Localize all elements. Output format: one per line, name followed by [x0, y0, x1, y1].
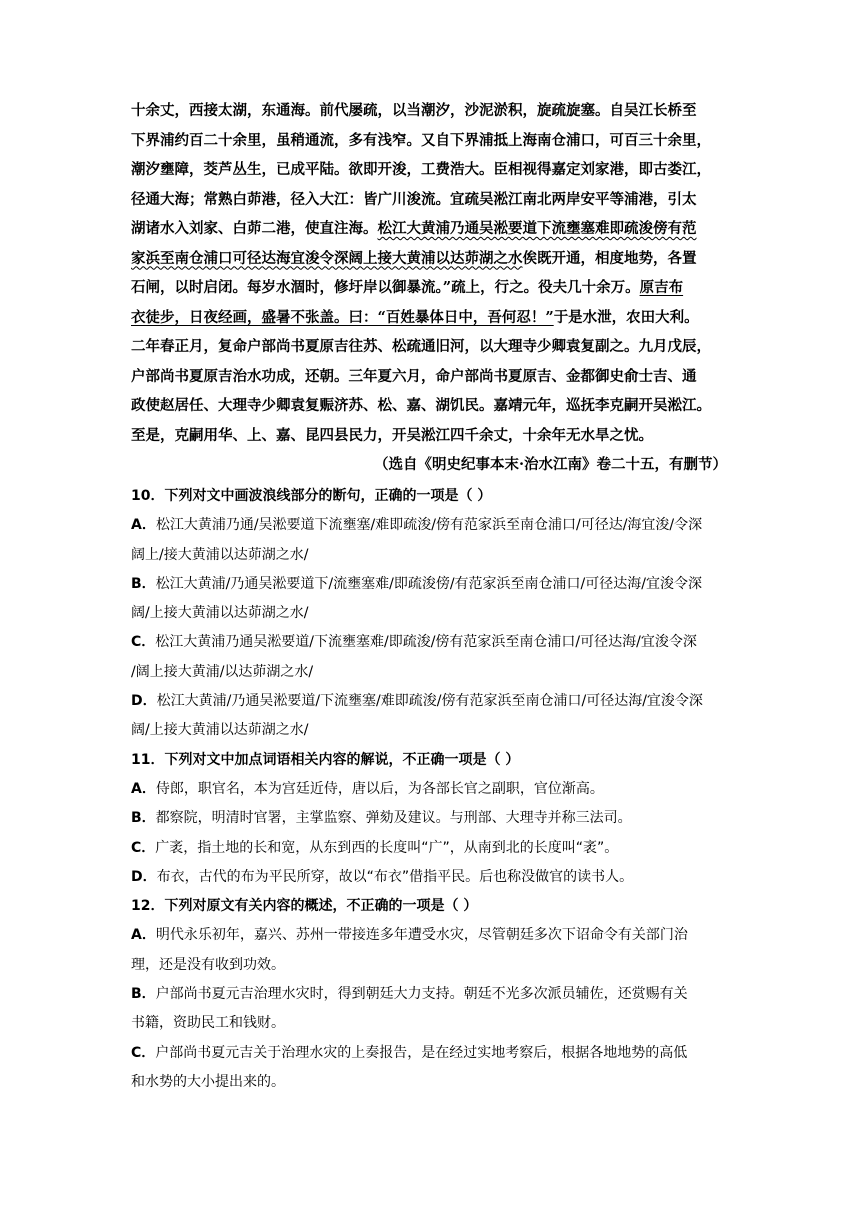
option-continuation: 和水势的大小提出来的。 — [131, 1073, 285, 1090]
option-key: D． — [131, 868, 157, 885]
passage-text: 湖诸水入刘家、白茆二港，使直注海。 — [131, 220, 378, 237]
passage-text: 于是水泄，农田大利。 — [553, 308, 699, 326]
option-key: A． — [131, 780, 156, 797]
option-key: A． — [131, 517, 156, 534]
option-continuation: 理，还是没有收到功效。 — [131, 956, 285, 973]
passage-source: （选自《明史纪事本末·治水江南》卷二十五，有删节） — [373, 456, 727, 473]
option-c — [131, 1039, 733, 1068]
option-d — [131, 863, 733, 892]
option-key: C． — [131, 1044, 156, 1061]
option-c — [131, 628, 733, 657]
passage-text: 石闸，以时启闭。每岁水涸时，修圩岸以御暴流。”疏上，行之。役夫几十余万。 — [131, 279, 640, 296]
option-text: 侍郎，职官名，本为宫廷近侍，唐以后，为各部长官之副职，官位渐高。 — [155, 780, 604, 797]
passage-line — [131, 214, 733, 244]
option-text: 明代永乐初年，嘉兴、苏州一带接连多年遭受水灾，尽管朝廷多次下诏命令有关部门治 — [155, 927, 688, 944]
option-continuation: /阔上接大黄浦/以达茆湖之水/ — [131, 663, 314, 680]
option-text: 户部尚书夏元吉治理水灾时，得到朝廷大力支持。朝廷不光多次派员辅佐，还赏赐有关 — [155, 986, 688, 1003]
passage-text: 俟既开通，相度地势，各置 — [522, 249, 697, 267]
option-continuation: 阔上/接大黄浦以达茆湖之水/ — [131, 546, 309, 563]
option-key: A． — [131, 927, 156, 944]
passage-line: 户部尚书夏原吉治水功成，还朝。三年夏六月，命户部尚书夏原吉、金都御史俞士吉、通 — [131, 367, 697, 385]
passage-line: 潮汐壅障，茭芦丛生，已成平陆。欲即开浚，工费浩大。臣相视得嘉定刘家港，即古娄江， — [131, 161, 711, 178]
option-b — [131, 570, 733, 599]
passage-line: 二年春正月，复命户部尚书夏原吉往苏、松疏通旧河，以大理寺少卿袁复副之。九月戊辰， — [131, 338, 711, 355]
passage-line — [131, 273, 733, 303]
classical-passage — [131, 96, 733, 480]
option-text: 松江大黄浦乃通/吴淞要道下流壅塞/难即疏浚/傍有范家浜至南仓浦口/可径达/海宜浚/令深 — [155, 517, 703, 534]
question-list — [131, 482, 733, 1097]
passage-line — [131, 303, 733, 333]
passage-line: 政使赵居任、大理寺少卿袁复赈济苏、松、嘉、湖饥民。嘉靖元年，巡抚李克嗣开吴淞江。 — [131, 397, 711, 414]
option-key: B． — [131, 986, 156, 1003]
option-text: 松江大黄浦乃通吴淞要道/下流壅塞难/即疏浚/傍有范家浜至南仓浦口/可径达海/宜浚令深 — [155, 634, 697, 651]
wavy-underlined-text: 松江大黄浦乃通吴淞要道下流壅塞难即疏浚傍有范 — [377, 220, 697, 237]
option-b — [131, 980, 733, 1009]
option-continuation: 书籍，资助民工和钱财。 — [131, 1015, 285, 1032]
option-b — [131, 804, 733, 833]
option-text: 都察院，明清时官署，主掌监察、弹劾及建议。与刑部、大理寺并称三法司。 — [155, 810, 632, 827]
passage-line: 至是，克嗣用华、上、嘉、昆四县民力，开吴淞江四千余丈，十余年无水旱之忧。 — [131, 426, 653, 444]
option-text: 布衣，古代的布为平民所穿，故以“布衣”借指平民。后也称没做官的读书人。 — [156, 868, 634, 885]
passage-line: 径通大海；常熟白茆港，径入大江：皆广川浚流。宜疏吴淞江南北两岸安平等浦港，引太 — [131, 190, 697, 208]
passage-line: 十余丈，西接太湖，东通海。前代屡疏，以当潮汐，沙泥淤积，旋疏旋塞。自吴江长桥至 — [131, 102, 697, 119]
option-key: B． — [131, 575, 156, 592]
passage-line: 下界浦约百二十余里，虽稍通流，多有浅窄。又自下界浦抵上海南仓浦口，可百三十余里， — [131, 131, 711, 149]
option-a — [131, 921, 733, 950]
option-key: C． — [131, 634, 156, 651]
option-text: 松江大黄浦/乃通吴淞要道/下流壅塞/难即疏浚/傍有范家浜至南仓浦口/可径达海/宜浚令深 — [156, 693, 703, 710]
underlined-text: 衣徒步，日夜经画，盛暑不张盖。曰：“百姓暴体日中，吾何忍！” — [131, 308, 554, 326]
question-title: 10．下列对文中画波浪线部分的断句，正确的一项是（ ） — [131, 488, 492, 504]
option-c — [131, 834, 733, 863]
wavy-underlined-text: 家浜至南仓浦口可径达海宜浚令深阔上接大黄浦以达茆湖之水 — [131, 249, 523, 267]
option-key: B． — [131, 810, 156, 827]
option-key: D． — [131, 693, 157, 710]
option-continuation: 阔/上接大黄浦以达茆湖之水/ — [131, 722, 309, 739]
question-title: 12．下列对原文有关内容的概述，不正确的一项是（ ） — [131, 898, 478, 915]
option-d — [131, 687, 733, 716]
question-title: 11．下列对文中加点词语相关内容的解说，不正确一项是（ ） — [131, 751, 520, 768]
option-text: 广袤，指土地的长和宽，从东到西的长度叫“广”，从南到北的长度叫“袤”。 — [155, 839, 619, 856]
option-a — [131, 775, 733, 804]
option-key: C． — [131, 839, 156, 856]
option-text: 松江大黄浦/乃通吴淞要道下/流壅塞难/即疏浚傍/有范家浜至南仓浦口/可径达海/宜浚令深 — [155, 575, 702, 592]
underlined-text: 原吉布 — [639, 279, 684, 296]
option-text: 户部尚书夏元吉关于治理水灾的上奏报告，是在经过实地考察后，根据各地地势的高低 — [155, 1044, 688, 1061]
option-continuation: 阔/上接大黄浦以达茆湖之水/ — [131, 605, 309, 622]
option-a — [131, 511, 733, 540]
passage-line — [131, 244, 733, 274]
